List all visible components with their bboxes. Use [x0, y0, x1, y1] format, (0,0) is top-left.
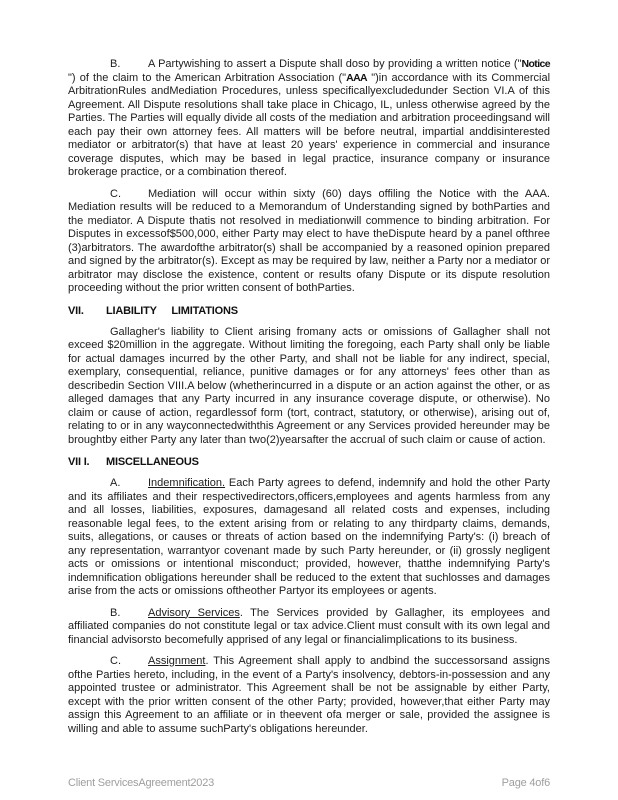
paragraph-label-c: C. [110, 187, 121, 200]
section-title-liability-limitations: LIABILITY LIMITATIONS [106, 304, 238, 317]
defined-term-aaa: AAA [346, 71, 368, 84]
defined-term-notice: Notice [521, 58, 550, 70]
paragraph-label-c2: C. [110, 655, 121, 667]
assignment-text: . This Agreement shall apply to andbind the successorsand assigns ofthe Parties hereto, including, in the event of a Party's insolvency, debtors-in-possession and any appointed trustee or administrator. This Agreement shall be not be assignable by either Party, except with the prior written consent of the other Party; provided, however,that either Party may assign this Agreement to an affiliate or in theevent ofa merger or sale, provided the assignee is willing and able to assume suchParty's obligations hereunder. [68, 655, 550, 735]
footer-page-number: Page 4of6 [501, 777, 550, 789]
indemnification-text: Each Party agrees to defend, indemnify and hold the other Party and its affiliates and their respectivedirectors,officers,employees and agents harmless from any and all losses, liabilities, exposures, damagesand all related costs and expenses, including reasonable legal fees, to the extent arising from or relating to any thirdparty claims, demands, suits, allegations, or causes or threats of action based on the indemnifying Party's: (i) breach of any representation, warrantyor covenant made by such Party hereunder, or (ii) grossly negligent acts or omissions or intentional misconduct; provided, however, thatthe indemnifying Party's indemnification obligations hereunder shall be reduced to the extent that suchlosses and damages arise from the acts or omissions oftheother Partyor its employees or agents. [68, 477, 550, 597]
paragraph-advisory-services [68, 607, 550, 648]
subsection-title-indemnification: Indemnification. [148, 477, 226, 489]
subsection-title-advisory-services: Advisory Services [148, 606, 240, 619]
subsection-title-assignment: Assignment [148, 655, 206, 667]
paragraph-dispute-notice [68, 58, 550, 180]
page-footer [68, 777, 550, 789]
dispute-notice-text-mid: ") of the claim to the American Arbitration Association (" [68, 71, 347, 84]
paragraph-assignment [68, 655, 550, 736]
paragraph-liability [68, 326, 550, 448]
paragraph-label-a: A. [110, 477, 121, 489]
liability-text: Gallagher's liability to Client arising fromany acts or omissions of Gallagher shall not exceed $20million in the aggregate. Without limiting the foregoing, each Party shall only be liable for actual damages incurred by the other Party, and shall not be liable for any indirect, special, exemplary, consequential, reliance, punitive damages or for any attorneys' fees other than as describedin Section VIII.A below (whetherincurred in a dispute or an action against the other, or as alleged damages that any Party incurred in any insurance coverage dispute, or otherwise). No claim or cause of action, regardlessof form (tort, contract, statutory, or otherwise), arising out of, relating to or in any wayconnectedwiththis Agreement or any Services provided hereunder may be broughtby either Party any later than two(2)yearsafter the accrual of such claim or cause of action. [68, 325, 550, 446]
paragraph-mediation [68, 188, 550, 296]
mediation-text: Mediation will occur within sixty (60) days offiling the Notice with the AAA. Mediation results will be reduced to a Memorandum of Understanding signed by bothParties and the mediator. A Dispute thatis not resolved in mediationwill commence to binding arbitration. For Disputes in excessof$500,000, either Party may elect to have theDispute heard by a panel ofthree (3)arbitrators. The awardofthe arbitrator(s) shall be accompanied by a reasoned opinion prepared and signed by the arbitrator(s). Except as may be required by law, neither a Party nor a mediator or arbitrator may disclose the existence, content or results ofany Dispute or its dispute resolution proceeding without the prior written consent of bothParties. [68, 187, 550, 294]
section-number-vii: VII. [68, 304, 84, 317]
footer-document-title: Client ServicesAgreement2023 [68, 777, 215, 789]
section-heading-miscellaneous [68, 455, 550, 469]
section-heading-liability [68, 304, 550, 318]
advisory-text: . The Services provided by Gallagher, its employees and affiliated companies do not constitute legal or tax advice.Client must consult with its own legal and financial advisorsto becomefully apprised of any legal or financialimplications to its business. [68, 606, 550, 646]
section-title-miscellaneous: MISCELLANEOUS [106, 456, 199, 468]
paragraph-label-b2: B. [110, 606, 121, 619]
document-body [68, 58, 550, 744]
section-number-viii: VII I. [68, 456, 90, 468]
paragraph-indemnification [68, 477, 550, 599]
dispute-notice-text-post: ")in accordance with its Commercial ArbitrationRules andMediation Procedures, unless specificallyexcludedunder Section VI.A of this Agreement. All Dispute resolutions shall take place in Chicago, IL, unless otherwise agreed by the Parties. The Parties will equally divide all costs of the mediation and arbitration proceedingsand will each pay their own attorney fees. All matters will be before neutral, impartial anddisinterested mediator or arbitrator(s) that have at least 20 years' experience in commercial and insurance coverage disputes, which may be based in legal practice, insurance company or insurance brokerage practice, or a combination thereof. [68, 71, 551, 178]
paragraph-label-b: B. [110, 58, 121, 70]
dispute-notice-text-pre: A Partywishing to assert a Dispute shall doso by providing a written notice (" [148, 58, 522, 70]
